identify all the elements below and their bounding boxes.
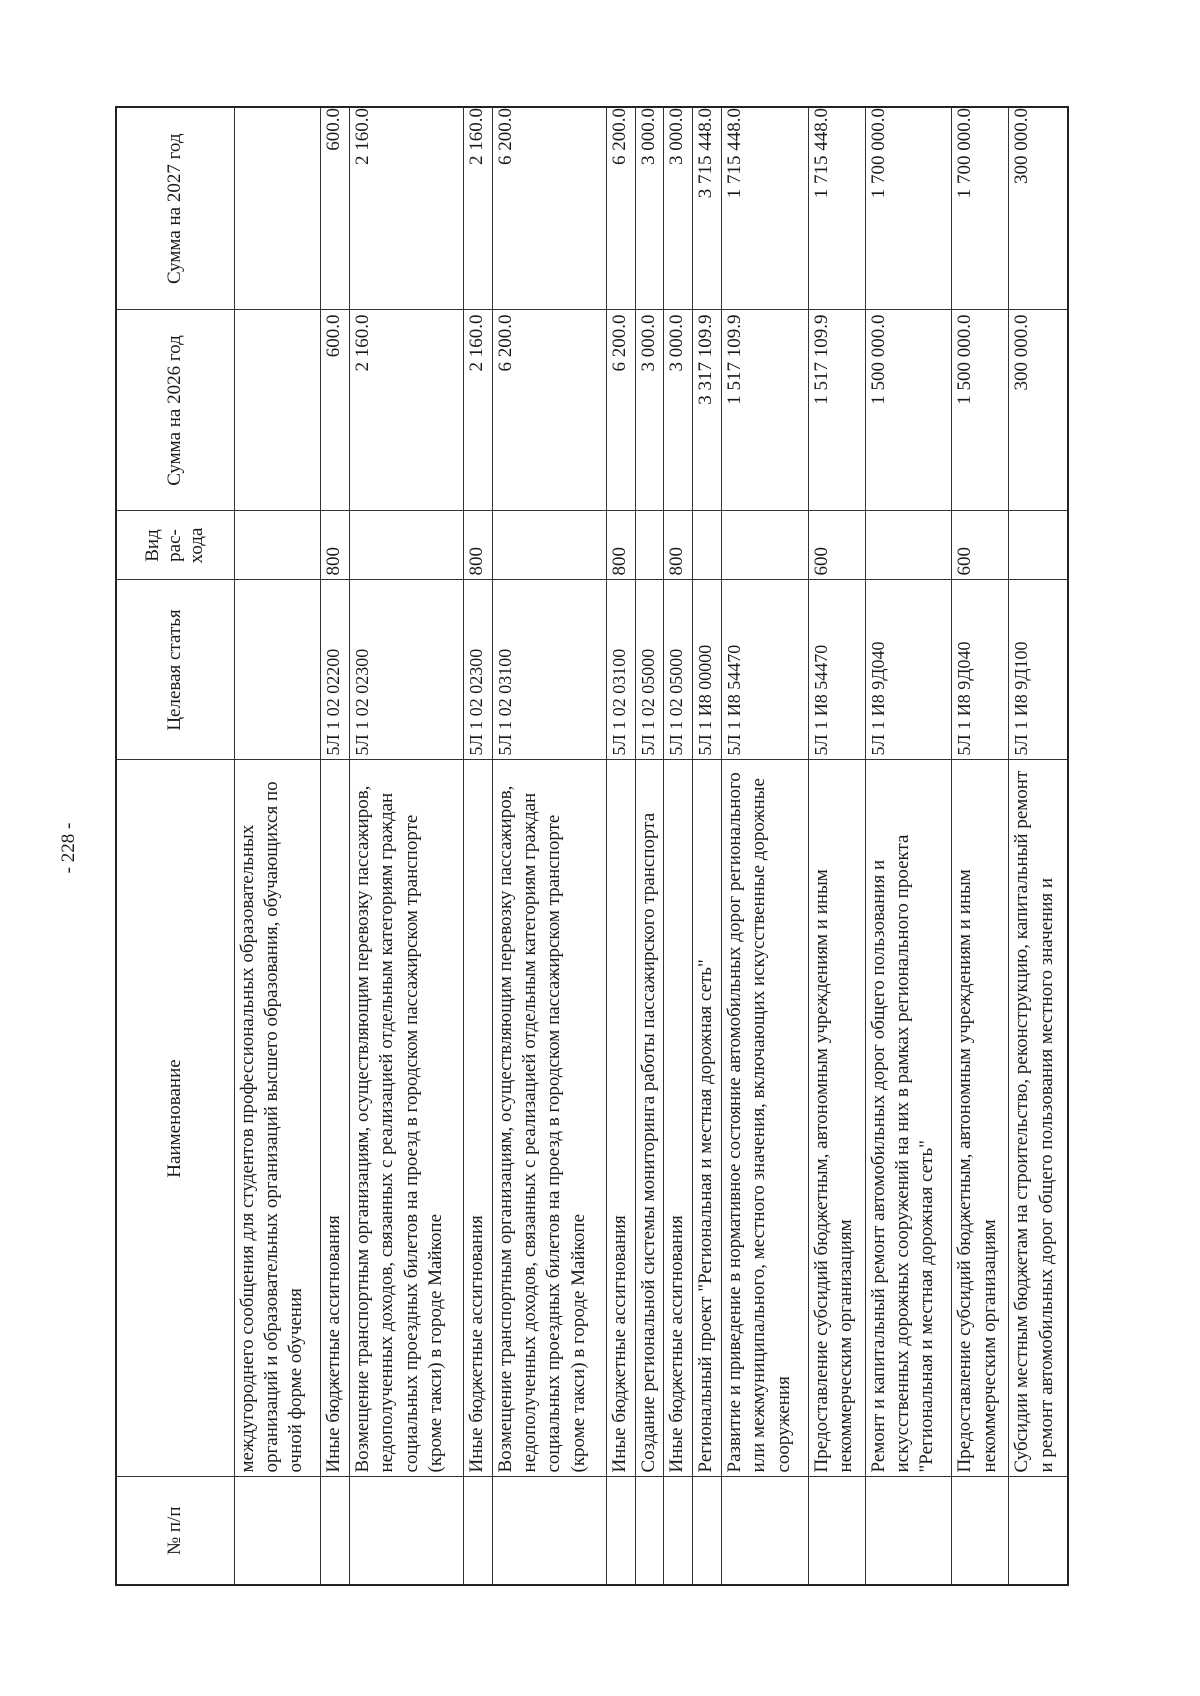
cell-vid	[234, 511, 321, 580]
cell-num	[1009, 1477, 1068, 1585]
cell-sum-2027: 6 200.0	[492, 107, 606, 310]
cell-sum-2027: 1 715 448.0	[722, 107, 809, 310]
cell-code: 5Л 1 И8 54470	[722, 580, 809, 760]
cell-sum-2027: 300 000.0	[1009, 107, 1068, 310]
cell-vid	[1009, 511, 1068, 580]
header-code: Целевая статья	[116, 580, 234, 760]
cell-sum-2026: 3 000.0	[664, 310, 693, 511]
cell-sum-2026: 3 000.0	[635, 310, 664, 511]
cell-code: 5Л 1 И8 9Д040	[865, 580, 952, 760]
cell-sum-2026: 300 000.0	[1009, 310, 1068, 511]
cell-name: Субсидии местным бюджетам на строительство, реконструкцию, капитальный ремонт и ремонт автомобильных дорог общего пользования местного значения и	[1009, 760, 1068, 1477]
table-row	[664, 107, 693, 1585]
cell-name: Предоставление субсидий бюджетным, автономным учреждениям и иным некоммерческим организациям	[952, 760, 1009, 1477]
cell-name: Региональный проект "Региональная и местная дорожная сеть"	[693, 760, 722, 1477]
table-row	[463, 107, 492, 1585]
cell-code: 5Л 1 02 03100	[606, 580, 635, 760]
table-header-row	[116, 107, 234, 1585]
cell-code: 5Л 1 И8 9Д100	[1009, 580, 1068, 760]
cell-sum-2026: 1 500 000.0	[952, 310, 1009, 511]
cell-num	[808, 1477, 865, 1585]
cell-num	[664, 1477, 693, 1585]
cell-code: 5Л 1 02 02300	[349, 580, 463, 760]
cell-code: 5Л 1 И8 00000	[693, 580, 722, 760]
cell-name: Создание региональной системы мониторинга работы пассажирского транспорта	[635, 760, 664, 1477]
cell-num	[234, 1477, 321, 1585]
cell-name: Иные бюджетные ассигнования	[321, 760, 350, 1477]
cell-num	[722, 1477, 809, 1585]
cell-sum-2026: 600.0	[321, 310, 350, 511]
cell-code: 5Л 1 02 02300	[463, 580, 492, 760]
cell-vid: 800	[463, 511, 492, 580]
cell-name: Иные бюджетные ассигнования	[664, 760, 693, 1477]
cell-sum-2027: 1 715 448.0	[808, 107, 865, 310]
budget-table	[115, 106, 1069, 1586]
header-sum-2027: Сумма на 2027 год	[116, 107, 234, 310]
cell-vid	[635, 511, 664, 580]
cell-code: 5Л 1 02 05000	[635, 580, 664, 760]
cell-sum-2026: 3 317 109.9	[693, 310, 722, 511]
page-number: - 228 -	[58, 822, 79, 874]
header-name: Наименование	[116, 760, 234, 1477]
table-row	[693, 107, 722, 1585]
table-row	[234, 107, 321, 1585]
cell-vid	[722, 511, 809, 580]
cell-sum-2026: 1 517 109.9	[808, 310, 865, 511]
table-row	[722, 107, 809, 1585]
table-row	[349, 107, 463, 1585]
cell-num	[865, 1477, 952, 1585]
cell-code: 5Л 1 И8 54470	[808, 580, 865, 760]
cell-vid	[693, 511, 722, 580]
cell-sum-2026: 6 200.0	[606, 310, 635, 511]
table-row	[1009, 107, 1068, 1585]
cell-name: междугороднего сообщения для студентов профессиональных образовательных организаций и образовательных организаций высшего образования, обучающихся по очной форме обучения	[234, 760, 321, 1477]
cell-code: 5Л 1 02 05000	[664, 580, 693, 760]
cell-sum-2027: 3 000.0	[664, 107, 693, 310]
cell-num	[952, 1477, 1009, 1585]
header-vid: Вид рас- хода	[116, 511, 234, 580]
cell-sum-2026: 2 160.0	[349, 310, 463, 511]
cell-sum-2027: 1 700 000.0	[865, 107, 952, 310]
table-row	[865, 107, 952, 1585]
table-row	[606, 107, 635, 1585]
cell-num	[606, 1477, 635, 1585]
table-row	[808, 107, 865, 1585]
header-sum-2026: Сумма на 2026 год	[116, 310, 234, 511]
cell-code	[234, 580, 321, 760]
cell-sum-2026	[234, 310, 321, 511]
table-row	[492, 107, 606, 1585]
cell-name: Ремонт и капитальный ремонт автомобильных дорог общего пользования и искусственных дорожных сооружений на них в рамках регионального проекта "Региональная и местная дорожная сеть"	[865, 760, 952, 1477]
cell-sum-2027: 3 000.0	[635, 107, 664, 310]
cell-sum-2027: 2 160.0	[463, 107, 492, 310]
table-row	[635, 107, 664, 1585]
cell-sum-2026: 2 160.0	[463, 310, 492, 511]
cell-num	[321, 1477, 350, 1585]
cell-sum-2026: 1 500 000.0	[865, 310, 952, 511]
cell-num	[349, 1477, 463, 1585]
cell-sum-2027: 600.0	[321, 107, 350, 310]
cell-vid: 800	[664, 511, 693, 580]
cell-sum-2026: 1 517 109.9	[722, 310, 809, 511]
table-row	[321, 107, 350, 1585]
cell-vid	[492, 511, 606, 580]
cell-vid: 600	[952, 511, 1009, 580]
cell-num	[492, 1477, 606, 1585]
cell-name: Предоставление субсидий бюджетным, автономным учреждениям и иным некоммерческим организациям	[808, 760, 865, 1477]
cell-name: Иные бюджетные ассигнования	[463, 760, 492, 1477]
cell-num	[693, 1477, 722, 1585]
cell-vid: 600	[808, 511, 865, 580]
cell-vid: 800	[606, 511, 635, 580]
cell-sum-2027: 3 715 448.0	[693, 107, 722, 310]
cell-vid	[349, 511, 463, 580]
cell-name: Возмещение транспортным организациям, осуществляющим перевозку пассажиров, недополученных доходов, связанных с реализацией отдельным категориям граждан социальных проездных билетов на проезд в городском пассажирском транспорте (кроме такси) в городе Майкопе	[349, 760, 463, 1477]
table-row	[952, 107, 1009, 1585]
cell-num	[635, 1477, 664, 1585]
cell-sum-2027: 1 700 000.0	[952, 107, 1009, 310]
cell-code: 5Л 1 02 03100	[492, 580, 606, 760]
cell-vid: 800	[321, 511, 350, 580]
cell-sum-2026: 6 200.0	[492, 310, 606, 511]
cell-name: Иные бюджетные ассигнования	[606, 760, 635, 1477]
cell-sum-2027: 6 200.0	[606, 107, 635, 310]
rotated-table-container	[115, 108, 1069, 1586]
cell-sum-2027	[234, 107, 321, 310]
cell-vid	[865, 511, 952, 580]
cell-name: Развитие и приведение в нормативное состояние автомобильных дорог регионального или межмуниципального, местного значения, включающих искусственные дорожные сооружения	[722, 760, 809, 1477]
header-num: № п/п	[116, 1477, 234, 1585]
cell-sum-2027: 2 160.0	[349, 107, 463, 310]
cell-code: 5Л 1 02 02200	[321, 580, 350, 760]
cell-code: 5Л 1 И8 9Д040	[952, 580, 1009, 760]
cell-name: Возмещение транспортным организациям, осуществляющим перевозку пассажиров, недополученных доходов, связанных с реализацией отдельным категориям граждан социальных проездных билетов на проезд в городском пассажирском транспорте (кроме такси) в городе Майкопе	[492, 760, 606, 1477]
cell-num	[463, 1477, 492, 1585]
